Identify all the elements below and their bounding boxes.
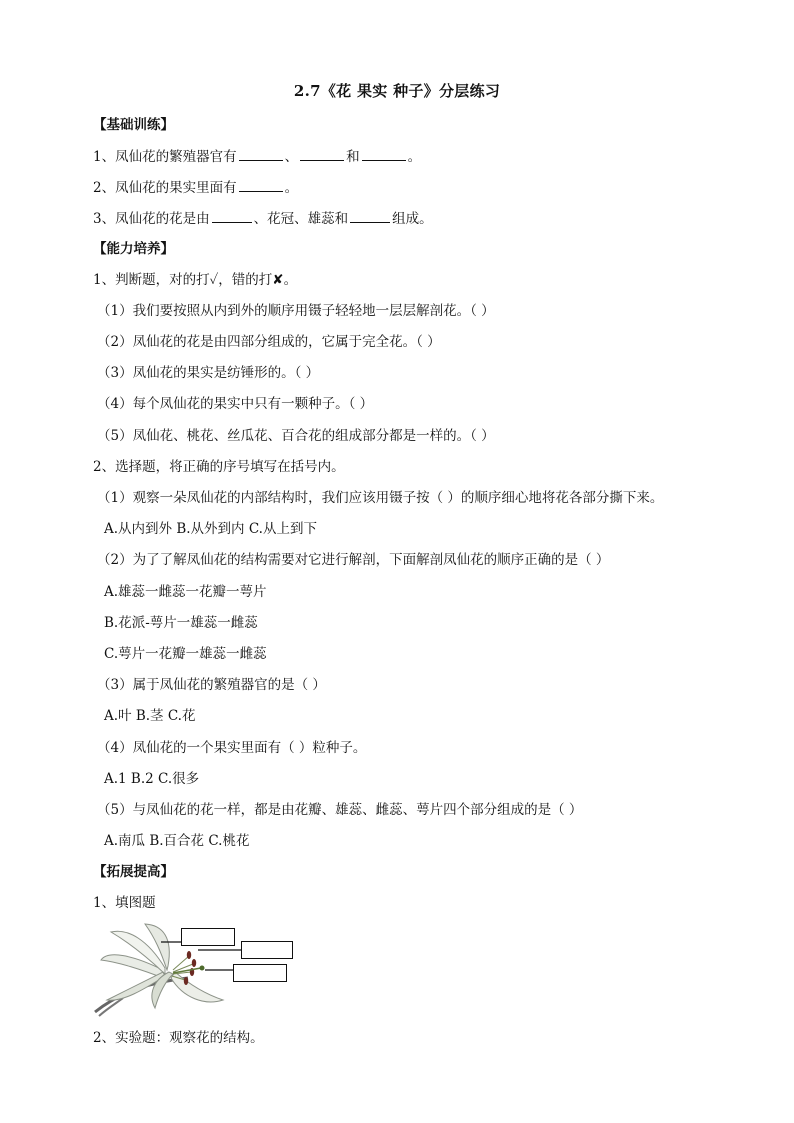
section-extend-heading: 【拓展提高】 xyxy=(93,864,174,880)
basic-question-2: 2、凤仙花的果实里面有 。 xyxy=(93,177,298,198)
choice-options-3: A.叶 B.茎 C.花 xyxy=(104,708,196,724)
choice-option-2a: A.雄蕊一雌蕊一花瓣一萼片 xyxy=(104,584,267,600)
choice-option-2c: C.萼片一花瓣一雄蕊一雌蕊 xyxy=(104,646,267,662)
judge-item-2: （2）凤仙花的花是由四部分组成的，它属于完全花。（ ） xyxy=(97,334,441,350)
choice-options-1: A.从内到外 B.从外到内 C.从上到下 xyxy=(104,521,317,537)
basic-question-1: 1、凤仙花的繁殖器官有 、 和 。 xyxy=(93,146,421,167)
label-box-1[interactable] xyxy=(181,928,235,946)
fill-diagram-question: 1、填图题 xyxy=(93,895,156,911)
choice-question-2: （2）为了了解凤仙花的结构需要对它进行解剖，下面解剖凤仙花的顺序正确的是（ ） xyxy=(97,552,610,568)
choice-options-5: A.南瓜 B.百合花 C.桃花 xyxy=(104,833,250,849)
choice-question-3: （3）属于凤仙花的繁殖器官的是（ ） xyxy=(97,677,326,693)
judge-item-3: （3）凤仙花的果实是纺锤形的。（ ） xyxy=(97,365,320,381)
judge-title: 1、判断题，对的打✓，错的打✘。 xyxy=(93,272,298,288)
choice-question-5: （5）与凤仙花的花一样，都是由花瓣、雄蕊、雌蕊、萼片四个部分组成的是（ ） xyxy=(97,802,583,818)
section-basic-heading: 【基础训练】 xyxy=(93,117,174,133)
answer-blank[interactable] xyxy=(350,208,390,223)
choice-options-4: A.1 B.2 C.很多 xyxy=(104,771,200,787)
choice-option-2b: B.花派-萼片一雄蕊一雌蕊 xyxy=(104,615,258,631)
judge-item-1: （1）我们要按照从内到外的顺序用镊子轻轻地一层层解剖花。（ ） xyxy=(97,303,495,319)
answer-blank[interactable] xyxy=(239,177,283,192)
answer-blank[interactable] xyxy=(239,146,283,161)
experiment-question: 2、实验题：观察花的结构。 xyxy=(93,1030,264,1046)
basic-question-3: 3、凤仙花的花是由 、花冠、雄蕊和 组成。 xyxy=(93,208,433,229)
label-box-2[interactable] xyxy=(241,941,293,959)
choice-title: 2、选择题，将正确的序号填写在括号内。 xyxy=(93,459,345,475)
answer-blank[interactable] xyxy=(362,146,406,161)
label-box-3[interactable] xyxy=(233,964,287,982)
lily-flower-diagram xyxy=(93,920,303,1020)
answer-blank[interactable] xyxy=(300,146,344,161)
judge-item-5: （5）凤仙花、桃花、丝瓜花、百合花的组成部分都是一样的。（ ） xyxy=(97,428,495,444)
answer-blank[interactable] xyxy=(212,208,252,223)
judge-item-4: （4）每个凤仙花的果实中只有一颗种子。（ ） xyxy=(97,396,374,412)
choice-question-1: （1）观察一朵凤仙花的内部结构时，我们应该用镊子按（ ）的顺序细心地将花各部分撕下来。 xyxy=(97,490,664,506)
choice-question-4: （4）凤仙花的一个果实里面有（ ）粒种子。 xyxy=(97,740,367,756)
page-title: 2.7《花 果实 种子》分层练习 xyxy=(293,82,501,100)
section-ability-heading: 【能力培养】 xyxy=(93,241,174,257)
